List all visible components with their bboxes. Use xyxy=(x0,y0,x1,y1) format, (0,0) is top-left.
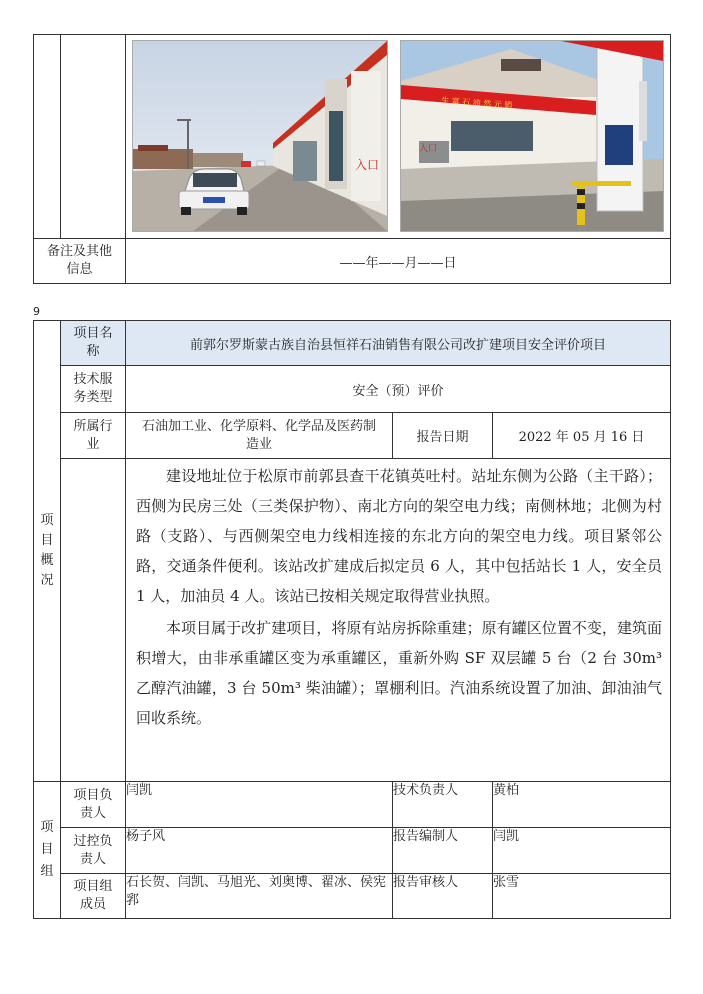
group-label-cell xyxy=(34,782,61,919)
remarks-label: 备注及其他信息 xyxy=(34,239,126,284)
report-writer-value: 闫凯 xyxy=(493,828,671,874)
photo2-banner-text: 生 富 石 油 然 元 销 xyxy=(440,96,513,110)
report-writer-label: 报告编制人 xyxy=(393,828,493,874)
photo2-sign-text: 入口 xyxy=(419,144,438,154)
photo1-sign-text: 入口 xyxy=(355,158,380,172)
overview-paragraph-1: 建设地址位于松原市前郭县查干花镇英吐村。站址东侧为公路（主干路）；西侧为民房三处（三类保护物）、南北方向的架空电力线；南侧林地；北侧为村路（支路）、与西侧架空电力线相连接的东北方向的架空电力线。项目紧邻公路，交通条件便利。该站改扩建成后拟定员 6 人，其中包括站长 1 人，安全员 1 人，加油员 4 人。该站已按相关规定取得营业执照。 xyxy=(136,467,663,605)
gas-station-street-photo xyxy=(132,40,388,232)
project-leader-label: 项目负责人 xyxy=(61,782,126,828)
project-name-value: 前郭尔罗斯蒙古族自治县恒祥石油销售有限公司改扩建项目安全评价项目 xyxy=(126,321,671,366)
project-leader-value: 闫凯 xyxy=(126,782,393,828)
top-table-empty-cell-1 xyxy=(34,35,61,239)
overview-label: 项目概况 xyxy=(40,513,54,588)
building-photo-image xyxy=(401,41,663,231)
project-table xyxy=(33,320,671,919)
page-number: 9 xyxy=(33,305,40,318)
members-label: 项目组成员 xyxy=(61,874,126,919)
overview-label-cell xyxy=(34,321,61,782)
report-date-label: 报告日期 xyxy=(393,413,493,459)
street-photo-image xyxy=(133,41,387,231)
overview-spacer-cell xyxy=(61,459,126,782)
service-type-value: 安全（预）评价 xyxy=(126,366,671,413)
overview-content xyxy=(126,459,671,782)
overview-paragraph-2: 本项目属于改扩建项目，将原有站房拆除重建；原有罐区位置不变，建筑面积增大，由非承重罐区变为承重罐区，重新外购 SF 双层罐 5 台（2 台 30m³ 乙醇汽油罐，3 台 50m³ 柴油罐）；罩棚利旧。汽油系统设置了加油、卸油油气回收系统。 xyxy=(136,619,663,727)
process-leader-label: 过控负责人 xyxy=(61,828,126,874)
members-value: 石长贺、闫凯、马旭光、刘奥博、翟冰、侯宪郛 xyxy=(126,874,393,919)
tech-leader-label: 技术负责人 xyxy=(393,782,493,828)
project-name-label: 项目名称 xyxy=(61,321,126,366)
report-date-value: 2022 年 05 月 16 日 xyxy=(493,413,671,459)
industry-value: 石油加工业、化学原料、化学品及医药制造业 xyxy=(126,413,393,459)
service-type-label: 技术服务类型 xyxy=(61,366,126,413)
industry-label: 所属行业 xyxy=(61,413,126,459)
top-table-empty-cell-2 xyxy=(61,35,126,239)
group-label: 项目组 xyxy=(40,820,54,879)
date-text: ——年——月——日 xyxy=(126,239,671,284)
tech-leader-value: 黄柏 xyxy=(493,782,671,828)
reviewer-label: 报告审核人 xyxy=(393,874,493,919)
gas-station-building-photo xyxy=(400,40,664,232)
reviewer-value: 张雪 xyxy=(493,874,671,919)
process-leader-value: 杨子风 xyxy=(126,828,393,874)
